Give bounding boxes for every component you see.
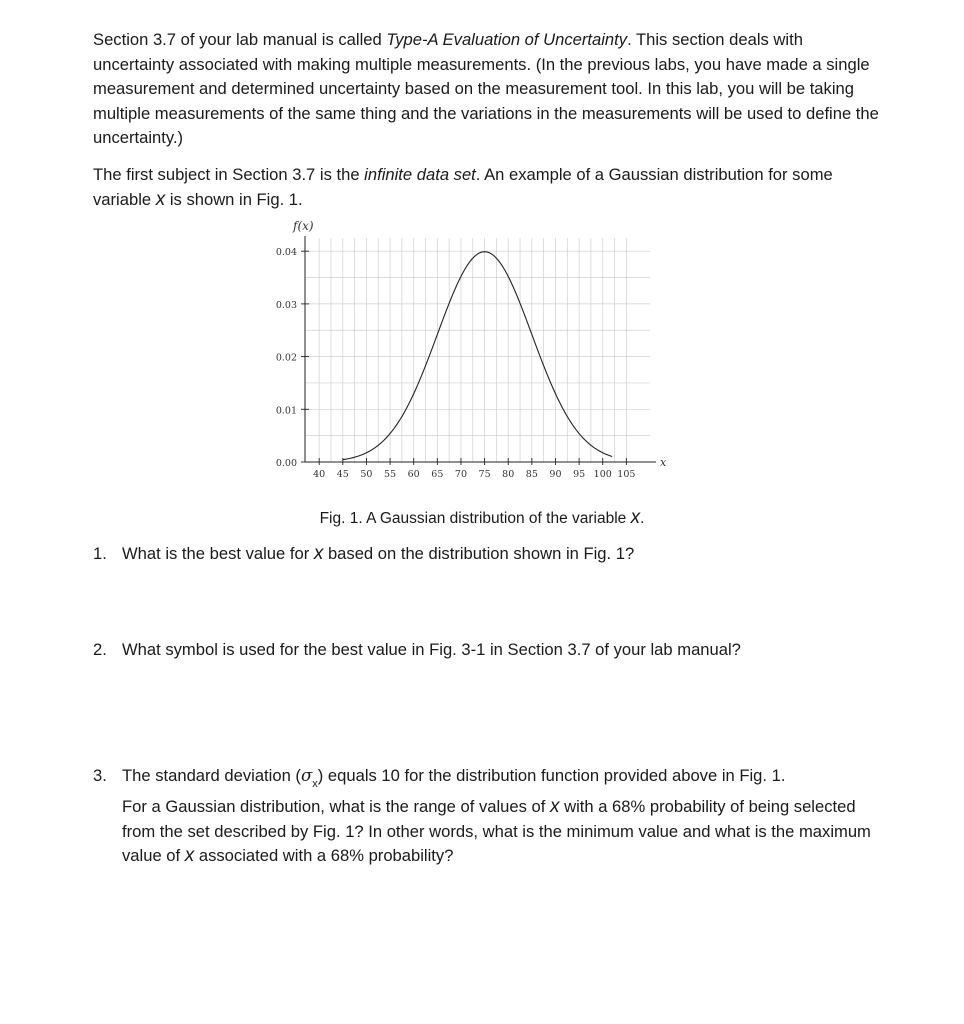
intro-text: . An example of a Gaussian distribution for some variable (93, 165, 833, 209)
question-text: based on the distribution shown in Fig. 1? (323, 544, 635, 563)
x-tick-label: 90 (549, 469, 562, 480)
y-tick-label: 0.01 (275, 405, 297, 417)
sigma-subscript: x (312, 778, 318, 790)
y-axis-label: f(x) (293, 219, 314, 233)
gaussian-chart (260, 219, 680, 488)
y-tick-label: 0.02 (275, 352, 297, 364)
intro-text: The first subject in Section 3.7 is the (93, 165, 365, 184)
question-number: 3. (93, 766, 107, 785)
x-tick-label: 105 (617, 469, 636, 480)
x-tick-label: 75 (478, 469, 491, 480)
question-number: 2. (93, 640, 107, 659)
sigma-symbol: σ (300, 766, 313, 785)
x-ticks (313, 458, 635, 480)
intro-text: Section 3.7 of your lab manual is called (93, 30, 387, 49)
x-tick-label: 100 (593, 469, 612, 480)
chart-grid (305, 238, 650, 462)
x-tick-label: 80 (502, 469, 515, 480)
gaussian-curve (343, 252, 612, 460)
x-tick-label: 50 (360, 469, 373, 480)
intro-text: . This section deals with uncertainty associated with making multiple measurements. (In the previous labs, you have made a single measurement and determined uncertainty based on the measurement tool. In this lab, you will be taking multiple measurements of the same thing and the variations in the measurements will be used to define the uncertainty.) (93, 30, 879, 147)
intro-paragraph-1 (93, 28, 883, 151)
y-tick-label: 0.00 (275, 458, 297, 469)
question-text: For a Gaussian distribution, what is the range of values of (122, 797, 550, 816)
question-text: associated with a 68% probability? (194, 846, 454, 865)
y-ticks (276, 247, 309, 469)
term: infinite data set (364, 165, 476, 184)
question-text: The standard deviation ( (122, 766, 301, 785)
x-tick-label: 60 (407, 469, 420, 480)
question-number: 1. (93, 544, 107, 563)
variable-x: x (155, 188, 166, 210)
x-tick-label: 55 (384, 469, 397, 480)
x-tick-label: 85 (525, 469, 538, 480)
y-tick-label: 0.04 (275, 247, 297, 259)
intro-paragraph-2 (93, 163, 883, 212)
x-tick-label: 40 (313, 469, 326, 480)
question-text: What is the best value for (122, 544, 314, 563)
x-tick-label: 95 (573, 469, 586, 480)
x-tick-label: 65 (431, 469, 444, 480)
x-tick-label: 45 (336, 469, 349, 480)
variable-x: x (630, 507, 641, 528)
variable-x: x (549, 796, 560, 817)
section-title: Type-A Evaluation of Uncertainty (386, 30, 628, 49)
y-tick-label: 0.03 (275, 299, 297, 311)
x-tick-label: 70 (454, 469, 468, 480)
question-text: ) equals 10 for the distribution function provided above in Fig. 1. (317, 766, 786, 785)
caption-text: Fig. 1. A Gaussian distribution of the variable (319, 510, 631, 527)
question-text: with a 68% probability of being selected from the set described by Fig. 1? In other words, what is the minimum value and what is the maximum value of (122, 797, 871, 865)
variable-x: x (313, 543, 324, 564)
variable-x: x (184, 845, 195, 866)
caption-text: . (640, 510, 645, 527)
intro-text: is shown in Fig. 1. (165, 189, 303, 209)
question-text: What symbol is used for the best value in Fig. 3-1 in Section 3.7 of your lab manual? (122, 640, 741, 659)
figure-caption (0, 507, 964, 529)
x-axis-label: x (660, 456, 667, 469)
